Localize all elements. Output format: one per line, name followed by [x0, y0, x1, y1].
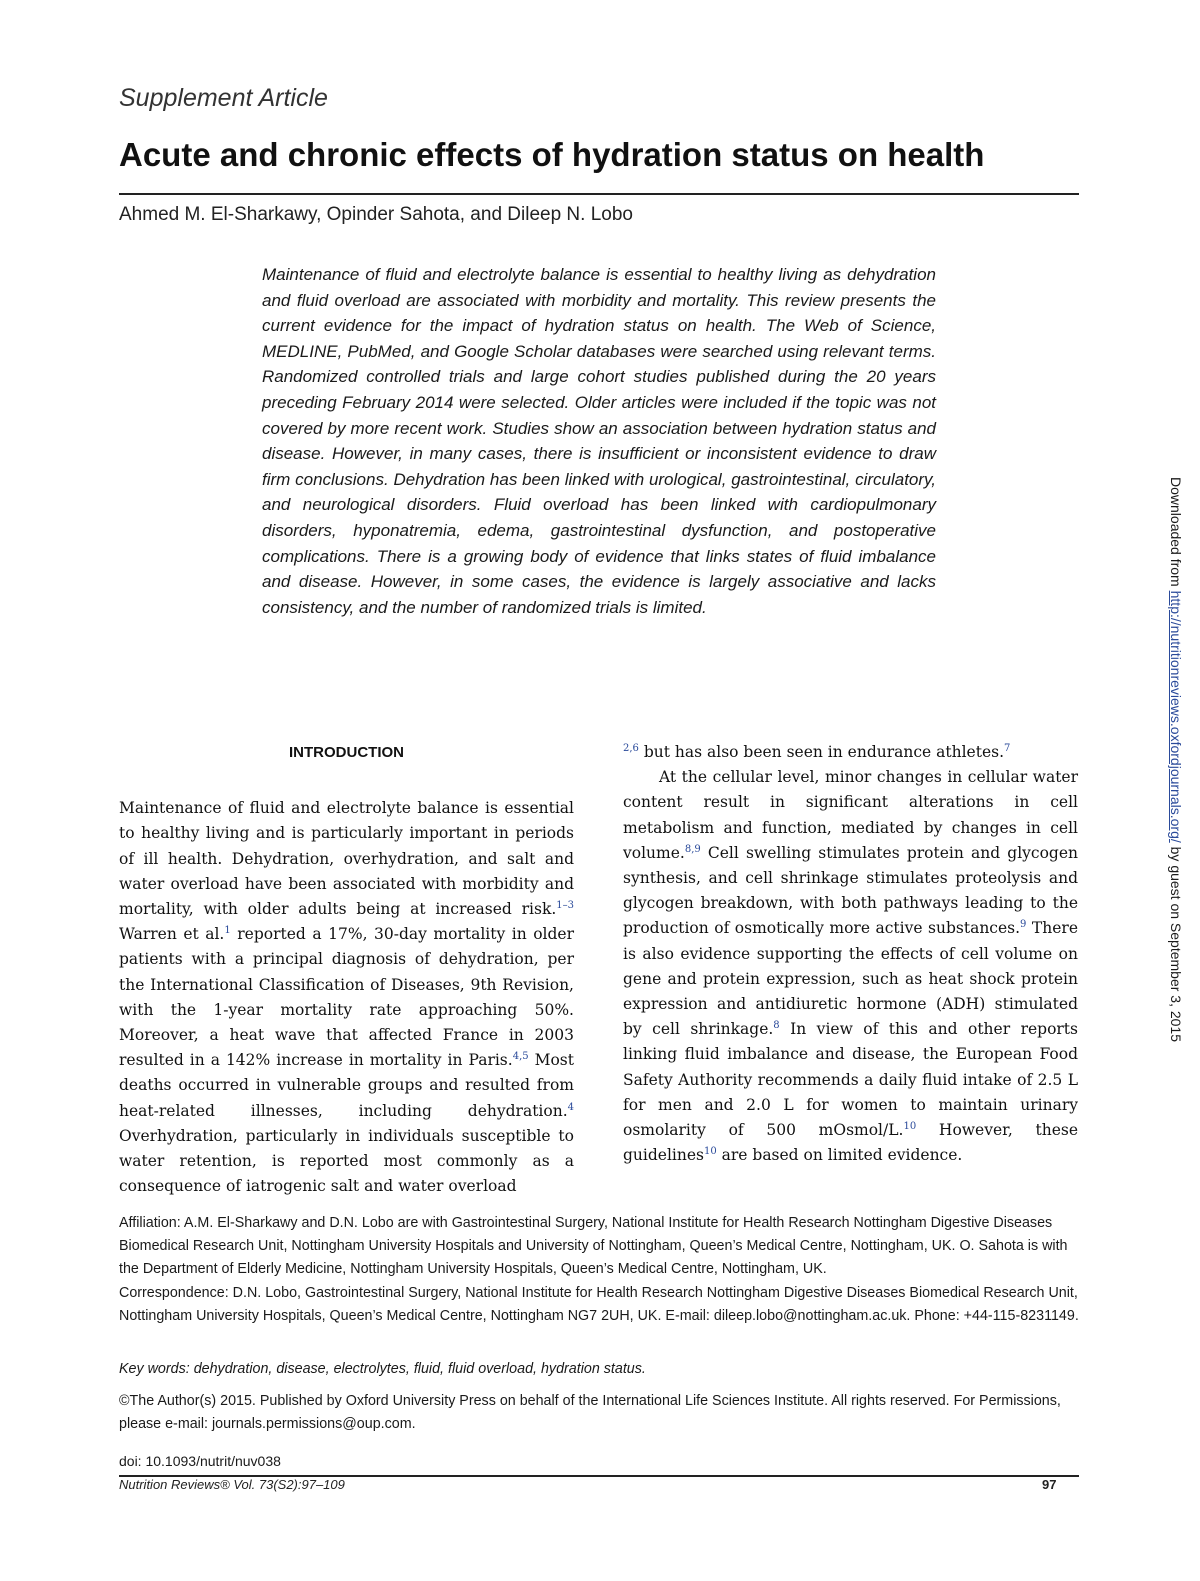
text-run: but has also been seen in endurance athletes. — [638, 743, 1005, 761]
correspondence-note: Correspondence: D.N. Lobo, Gastrointestinal Surgery, National Institute for Health Research Nottingham Digestive Diseases Biomedical Research Unit, Nottingham University Hospitals, Queen’s Medical Centre, Nottingham NG7 2UH, UK. E-mail: dileep.lobo@nottingham.ac.uk. Phone: +44-115-8231149. — [119, 1285, 1079, 1324]
download-watermark-text — [1168, 477, 1184, 1117]
citation-link[interactable]: 8 — [773, 1020, 780, 1032]
abstract: Maintenance of fluid and electrolyte balance is essential to healthy living as dehydration and fluid overload are associated with morbidity and mortality. This review presents the current evidence for the impact of hydration status on health. The Web of Science, MEDLINE, PubMed, and Google Scholar databases were searched using relevant terms. Randomized controlled trials and large cohort studies published during the 20 years preceding February 2014 were selected. Older articles were included if the topic was not covered by more recent work. Studies show an association between hydration status and disease. However, in many cases, there is insufficient or inconsistent evidence to draw firm conclusions. Dehydration has been linked with urological, gastrointestinal, circulatory, and neurological disorders. Fluid overload has been linked with cardiopulmonary disorders, hyponatremia, edema, gastrointestinal dysfunction, and postoperative complications. There is a growing body of evidence that links states of fluid imbalance and disease. However, in some cases, the evidence is largely associative and lacks consistency, and the number of randomized trials is limited. — [262, 265, 936, 617]
article-type-label: Supplement Article — [119, 84, 328, 112]
article-title: Acute and chronic effects of hydration status on health — [119, 136, 985, 173]
text-run: However, these guidelines — [623, 1121, 1079, 1165]
download-watermark — [1164, 477, 1184, 1117]
text-run: are based on limited evidence. — [716, 1146, 963, 1165]
citation-link[interactable]: 4,5 — [512, 1051, 529, 1063]
title-divider — [119, 193, 1079, 195]
intro-paragraph-1 — [119, 796, 574, 1199]
text-run: Warren et al. — [119, 925, 225, 944]
text-run: reported a 17%, 30-day mortality in older patients with a principal diagnosis of dehydration, per the International Classification of Diseases, 9th Revision, with the 1-year mortality rate approaching 50%. Moreover, a heat wave that affected France in 2003 resulted in a 142% increase in mortality in Paris. — [119, 925, 574, 1070]
author-list: Ahmed M. El-Sharkawy, Opinder Sahota, and Dileep N. Lobo — [119, 204, 633, 225]
text-run: In view of this and other reports linking fluid imbalance and disease, the European Food Safety Authority recommends a daily fluid intake of 2.5 L for men and 2.0 L for women to maintain urinary osmolarity of 500 mOsmol/L. — [623, 1020, 1078, 1140]
doi: doi: 10.1093/nutrit/nuv038 — [119, 1453, 281, 1469]
affiliation-note: Affiliation: A.M. El-Sharkawy and D.N. Lobo are with Gastrointestinal Surgery, National Institute for Health Research Nottingham Digestive Diseases Biomedical Research Unit, Nottingham University Hospitals and University of Nottingham, Queen’s Medical Centre, Nottingham, UK. O. Sahota is with the Department of Elderly Medicine, Nottingham University Hospitals, Queen’s Medical Centre, Nottingham, UK. — [119, 1215, 1068, 1277]
citation-link[interactable]: 9 — [1020, 919, 1027, 931]
text-run: Maintenance of fluid and electrolyte balance is essential to healthy living and is particularly important in periods of ill health. Dehydration, overhydration, and salt and water overload have been associated with morbidity and mortality, with older adults being at increased risk. — [119, 799, 574, 919]
body-column-right — [623, 740, 1078, 1168]
watermark-prefix: Downloaded from — [1168, 477, 1184, 591]
journal-url-link[interactable]: http://nutritionreviews.oxfordjournals.org/ — [1168, 590, 1184, 843]
page-number: 97 — [1042, 1477, 1057, 1492]
text-run: There is also evidence supporting the effects of cell volume on gene and protein expression, such as heat shock protein expression and antidiuretic hormone (ADH) stimulated by cell shrinkage. — [623, 919, 1078, 1039]
citation-link[interactable]: 1–3 — [556, 899, 574, 911]
citation-link[interactable]: 4 — [567, 1101, 574, 1113]
intro-paragraph-1-continued — [623, 740, 1078, 765]
keywords: Key words: dehydration, disease, electrolytes, fluid, fluid overload, hydration status. — [119, 1361, 646, 1377]
body-column-left — [119, 740, 574, 1199]
citation-link[interactable]: 10 — [703, 1146, 717, 1158]
citation-link[interactable]: 10 — [903, 1120, 917, 1132]
text-run: Cell swelling stimulates protein and glycogen synthesis, and cell shrinkage stimulates proteolysis and glycogen breakdown, with both pathways leading to the production of osmotically more active substances. — [623, 843, 1078, 938]
text-run: Overhydration, particularly in individuals susceptible to water retention, is reported most commonly as a consequence of iatrogenic salt and water overload — [119, 1126, 574, 1196]
text-run: Most deaths occurred in vulnerable groups and resulted from heat-related illnesses, including dehydration. — [119, 1051, 574, 1120]
section-heading-introduction: INTRODUCTION — [289, 744, 404, 761]
journal-citation: Nutrition Reviews® Vol. 73(S2):97–109 — [119, 1477, 345, 1492]
citation-link[interactable]: 2,6 — [623, 742, 639, 754]
copyright-notice: ©The Author(s) 2015. Published by Oxford University Press on behalf of the International Life Sciences Institute. All rights reserved. For Permissions, please e-mail: journals.permissions@oup.com. — [119, 1393, 1061, 1432]
citation-link[interactable]: 8,9 — [684, 843, 701, 855]
citation-link[interactable]: 7 — [1004, 742, 1011, 754]
text-run: At the cellular level, minor changes in cellular water content result in significant alterations in cell metabolism and function, mediated by changes in cell volume. — [623, 768, 1078, 862]
citation-link[interactable]: 1 — [224, 925, 231, 937]
watermark-suffix: by guest on September 3, 2015 — [1168, 842, 1184, 1042]
intro-paragraph-2 — [623, 765, 1078, 1168]
